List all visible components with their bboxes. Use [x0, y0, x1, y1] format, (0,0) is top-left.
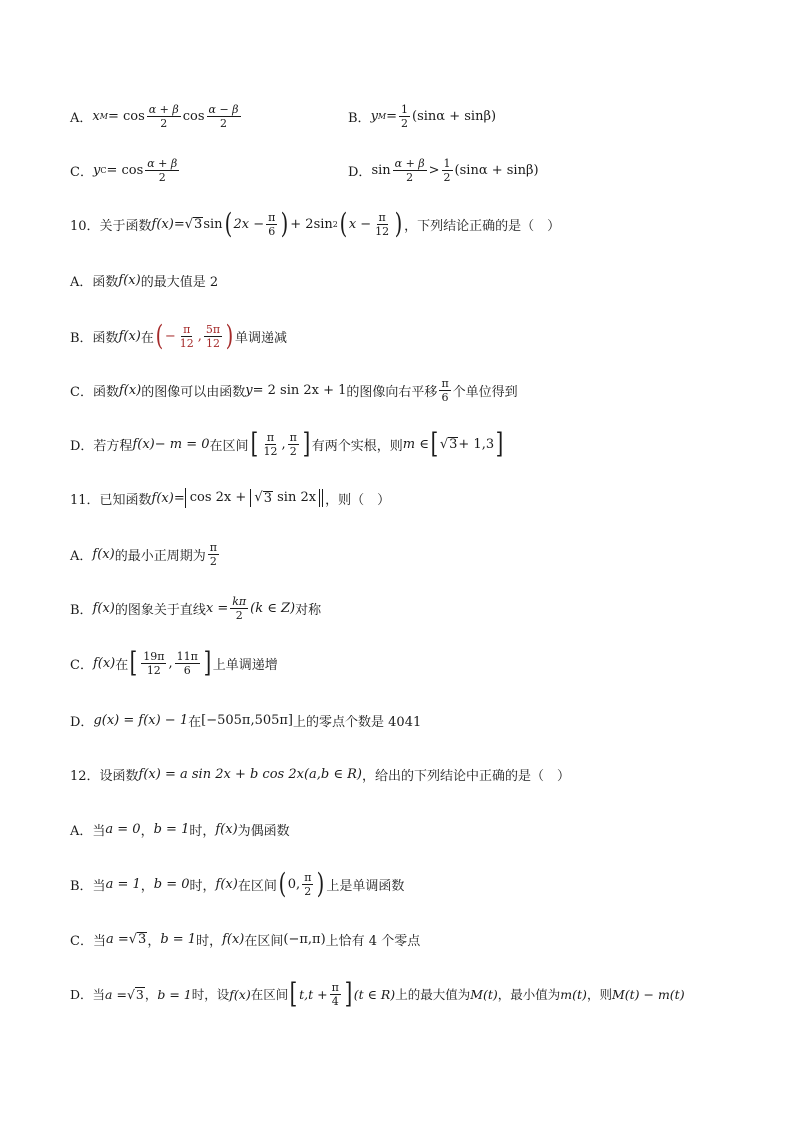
numerator: 11π [176, 649, 198, 663]
greater-than: > [428, 162, 440, 178]
option-text: ，最小值为 [497, 987, 561, 1002]
option-text: 时，设 [191, 987, 230, 1002]
expression: + 1,3 [458, 436, 495, 452]
comma: ， [147, 933, 161, 949]
option-label: C．函数 [70, 384, 119, 400]
q10-option-b [70, 316, 287, 356]
expression: (t ∈ R) [353, 986, 396, 1002]
sqrt: √ 3 [439, 436, 458, 452]
sqrt: √ 3 [254, 490, 272, 506]
numerator: π [268, 210, 276, 224]
denominator: 12 [179, 336, 194, 350]
option-label: D．若方程 [70, 438, 133, 454]
bracket-left: [ [250, 427, 258, 460]
fraction [145, 157, 179, 184]
fraction [208, 541, 219, 568]
expression: + 2sin [290, 216, 333, 232]
denominator: 2 [220, 116, 228, 130]
expression: M(t) − m(t) [611, 986, 685, 1002]
denominator: 2 [443, 170, 451, 184]
sqrt: √ 3 [128, 931, 147, 947]
option-text: 在区间 [237, 878, 277, 894]
q10-stem [70, 204, 560, 244]
paren-left: ( [224, 207, 232, 240]
minus: − [164, 328, 176, 344]
numerator: π [209, 540, 217, 554]
equals: = [173, 490, 185, 506]
denominator: 6 [183, 663, 191, 677]
expression: b = 1 [157, 986, 192, 1002]
denominator: 12 [205, 336, 220, 350]
superscript: 2 [332, 219, 338, 229]
option-label: B． [70, 602, 93, 618]
fraction [178, 323, 196, 350]
denominator: 2 [158, 170, 166, 184]
bracket-right: ] [495, 427, 504, 460]
expression: t,t + [299, 986, 328, 1002]
q10-option-d: D．若方程 f(x) − m = 0 在区间 [ $\frac{\pi}{12}$ , $\frac{\pi}{2}$ ] 有两个实根，则 m ∈ [ √ 3 + 1,3 ] [70, 427, 504, 460]
q12-option-b [70, 864, 404, 904]
paren-right: ) [317, 867, 325, 900]
fraction [393, 157, 427, 184]
fraction [373, 211, 391, 238]
interval: (−π,π) [283, 931, 326, 947]
expression: − m = 0 [154, 436, 210, 452]
option-text: 上恰有 4 个零点 [325, 933, 421, 949]
paren-left: ( [339, 207, 348, 240]
expression: = 2 sin 2x + 1 [252, 382, 347, 398]
option-text: 在 [115, 657, 129, 673]
f-of-x: f(x) [229, 986, 251, 1002]
q11-option-b [70, 588, 321, 628]
radicand: 3 [263, 490, 272, 506]
abs-outer-right [320, 489, 323, 507]
option-label: A．当 [70, 823, 106, 839]
q10-option-c [70, 370, 518, 410]
sin: sin [371, 162, 391, 178]
expression: cos 2x + [189, 490, 251, 505]
f-of-x: f(x) [118, 382, 142, 398]
stem-text: ，下列结论正确的是（ ） [404, 218, 561, 234]
denominator: 6 [441, 390, 449, 404]
paren-left: ( [155, 319, 164, 352]
radicand: 3 [194, 216, 203, 232]
bracket-left: [ [289, 977, 298, 1010]
radicand: 3 [138, 931, 147, 947]
denominator: 6 [268, 224, 276, 238]
f-of-x: f(x) [222, 931, 245, 947]
denominator: 2 [235, 608, 243, 622]
denominator: 12 [146, 663, 161, 677]
option-text: 在区间 [209, 438, 249, 454]
option-text: 时， [196, 933, 223, 949]
fraction [147, 103, 181, 130]
numerator: 1 [401, 102, 409, 116]
numerator: π [183, 322, 191, 336]
equals-cos: = cos [106, 162, 144, 178]
option-text: 在 [140, 330, 154, 346]
option-text: 在区间 [244, 933, 284, 949]
expression: (a,b ∈ R) [303, 766, 362, 782]
numerator: α + β [147, 156, 178, 170]
var-y: y [92, 162, 101, 178]
expression: x = [205, 600, 229, 616]
option-text: 有两个实根，则 [311, 438, 403, 454]
q9-option-b [348, 96, 496, 136]
subscript: M [377, 111, 387, 121]
radicand: 3 [449, 436, 458, 452]
paren-right: ) [394, 207, 403, 240]
f-of-x: f(x) [92, 655, 116, 671]
option-text: 上是单调函数 [326, 878, 405, 894]
sin: sin [203, 216, 223, 232]
numerator: 5π [205, 322, 221, 336]
q12-option-a [70, 809, 290, 849]
q11-option-d [70, 700, 421, 740]
comma: ， [140, 878, 154, 894]
comma: ， [140, 823, 154, 839]
option-text: 为偶函数 [237, 823, 290, 839]
option-text: ，则 [586, 987, 612, 1002]
comma: , [197, 328, 202, 344]
fraction [442, 157, 453, 184]
expression: (sinα + sinβ) [454, 162, 539, 178]
stem-text: 12．设函数 [70, 768, 139, 784]
fraction [330, 981, 341, 1008]
sqrt: √ 3 [126, 986, 144, 1002]
denominator: 2 [406, 170, 414, 184]
denominator: 2 [401, 116, 409, 130]
fraction [141, 650, 166, 677]
option-label: C． [70, 164, 93, 180]
var-x: x [92, 108, 100, 124]
expression: a = [105, 931, 129, 947]
q10-option-a [70, 260, 218, 300]
numerator: π [331, 980, 339, 994]
option-label: C． [70, 657, 93, 673]
numerator: kπ [232, 594, 247, 608]
denominator: 2 [209, 554, 217, 568]
fraction [204, 323, 222, 350]
q11-option-c: C． f(x) 在 [ $\frac{19\pi}{12}$ , $\frac{11\pi}{6}$ ] 上单调递增 [70, 646, 278, 679]
expression: x − [348, 216, 372, 232]
expression: a = 0 [105, 821, 141, 837]
var-y: y [370, 108, 378, 124]
option-label: B．函数 [70, 330, 119, 346]
numerator: α + β [148, 102, 179, 116]
numerator: α + β [394, 156, 425, 170]
f-of-x: f(x) [118, 272, 141, 288]
option-label: A． [70, 548, 93, 564]
numerator: π [266, 430, 275, 444]
fraction [175, 650, 200, 677]
q11-option-a [70, 534, 221, 574]
denominator: 12 [263, 444, 278, 458]
option-text: 时， [189, 823, 216, 839]
fraction [266, 211, 277, 238]
expression: 0, [287, 876, 301, 892]
numerator: α − β [208, 102, 239, 116]
option-text: 上单调递增 [212, 657, 278, 673]
q11-stem [70, 478, 390, 518]
option-text: 在 [188, 714, 202, 730]
bracket-right: ] [302, 427, 311, 460]
expression: sin 2x [273, 490, 317, 505]
option-text: 在区间 [250, 987, 289, 1002]
numerator: 1 [443, 156, 451, 170]
equals-cos: = cos [107, 108, 145, 124]
q12-option-d [70, 974, 685, 1014]
paren-right: ) [280, 207, 289, 240]
expression: f(x) = a sin 2x + b cos 2x [138, 766, 304, 782]
expression: a = [105, 986, 127, 1002]
f-of-x: f(x) [215, 821, 238, 837]
option-text: 上的零点个数是 4041 [293, 714, 422, 730]
expression: 2x − [233, 216, 265, 232]
equals: = [173, 216, 185, 232]
stem-text: 11．已知函数 [70, 492, 152, 508]
radicand: 3 [135, 986, 144, 1002]
var-y: y [245, 382, 253, 398]
expression: a = 1 [105, 876, 141, 892]
cos: cos [182, 108, 205, 124]
denominator: 4 [331, 994, 339, 1008]
f-of-x: f(x) [215, 876, 238, 892]
numerator: π [289, 430, 297, 444]
option-text: 的图象关于直线 [114, 602, 206, 618]
option-label: A．函数 [70, 274, 119, 290]
subscript: M [99, 111, 108, 121]
bracket-left: [ [430, 427, 439, 460]
equals: = [386, 108, 398, 124]
option-label: B．当 [70, 878, 106, 894]
option-text: 的图像可以由函数 [141, 384, 246, 400]
option-text: 时， [189, 878, 216, 894]
expression: (k ∈ Z) [250, 600, 296, 616]
numerator: π [378, 210, 386, 224]
subscript: C [100, 165, 107, 175]
numerator: π [441, 376, 449, 390]
bracket-left: [ [129, 646, 138, 679]
fraction [439, 377, 450, 404]
q9-option-c [70, 150, 181, 190]
sqrt: √ 3 [184, 216, 203, 232]
abs-inner [250, 489, 320, 507]
denominator: 2 [160, 116, 168, 130]
option-text: 对称 [295, 602, 322, 618]
expression: M(t) [470, 986, 498, 1002]
f-of-x: f(x) [151, 216, 174, 232]
f-of-x: f(x) [151, 490, 174, 506]
bracket-right: ] [203, 646, 212, 679]
fraction [302, 871, 313, 898]
option-label: D．当 [70, 987, 106, 1002]
paren-right: ) [225, 319, 234, 352]
option-label: C．当 [70, 933, 106, 949]
interval: [−505π,505π] [201, 712, 294, 728]
expression: g(x) = f(x) − 1 [93, 712, 189, 728]
q12-option-c [70, 919, 420, 959]
fraction [207, 103, 241, 130]
denominator: 2 [289, 444, 297, 458]
f-of-x: f(x) [132, 436, 155, 452]
denominator: 12 [375, 224, 390, 238]
option-text: 的最大值是 2 [140, 274, 219, 290]
option-text: 的图像向右平移 [346, 384, 438, 400]
expression: b = 0 [153, 876, 190, 892]
stem-text: 10．关于函数 [70, 218, 152, 234]
option-text: 的最小正周期为 [114, 548, 206, 564]
f-of-x: f(x) [92, 546, 115, 562]
q9-option-d [348, 150, 539, 190]
option-label: B． [348, 110, 371, 126]
numerator: π [304, 870, 312, 884]
option-text: 个单位得到 [452, 384, 518, 400]
fraction [288, 431, 299, 458]
expression: (sinα + sinβ) [412, 108, 497, 124]
f-of-x: f(x) [118, 328, 141, 344]
fraction [230, 595, 248, 622]
stem-text: ，给出的下列结论中正确的是（ ） [361, 768, 570, 784]
option-label: D． [70, 714, 94, 730]
option-text: 上的最大值为 [395, 987, 471, 1002]
expression: b = 1 [153, 821, 190, 837]
bracket-right: ] [344, 977, 353, 1010]
f-of-x: f(x) [92, 600, 115, 616]
fraction [399, 103, 410, 130]
option-label: A． [70, 110, 93, 126]
denominator: 2 [304, 884, 312, 898]
expression: m ∈ [402, 436, 429, 452]
option-label: D． [348, 164, 372, 180]
paren-left: ( [278, 867, 287, 900]
option-text: 单调递减 [235, 330, 288, 346]
q9-option-a [70, 96, 243, 136]
expression: m(t) [560, 986, 587, 1002]
expression: b = 1 [160, 931, 197, 947]
abs-outer [185, 488, 325, 508]
numerator: 19π [143, 649, 165, 663]
fraction [261, 431, 279, 458]
comma: ， [144, 987, 158, 1002]
q12-stem [70, 754, 570, 794]
stem-text: ，则（ ） [325, 492, 391, 508]
